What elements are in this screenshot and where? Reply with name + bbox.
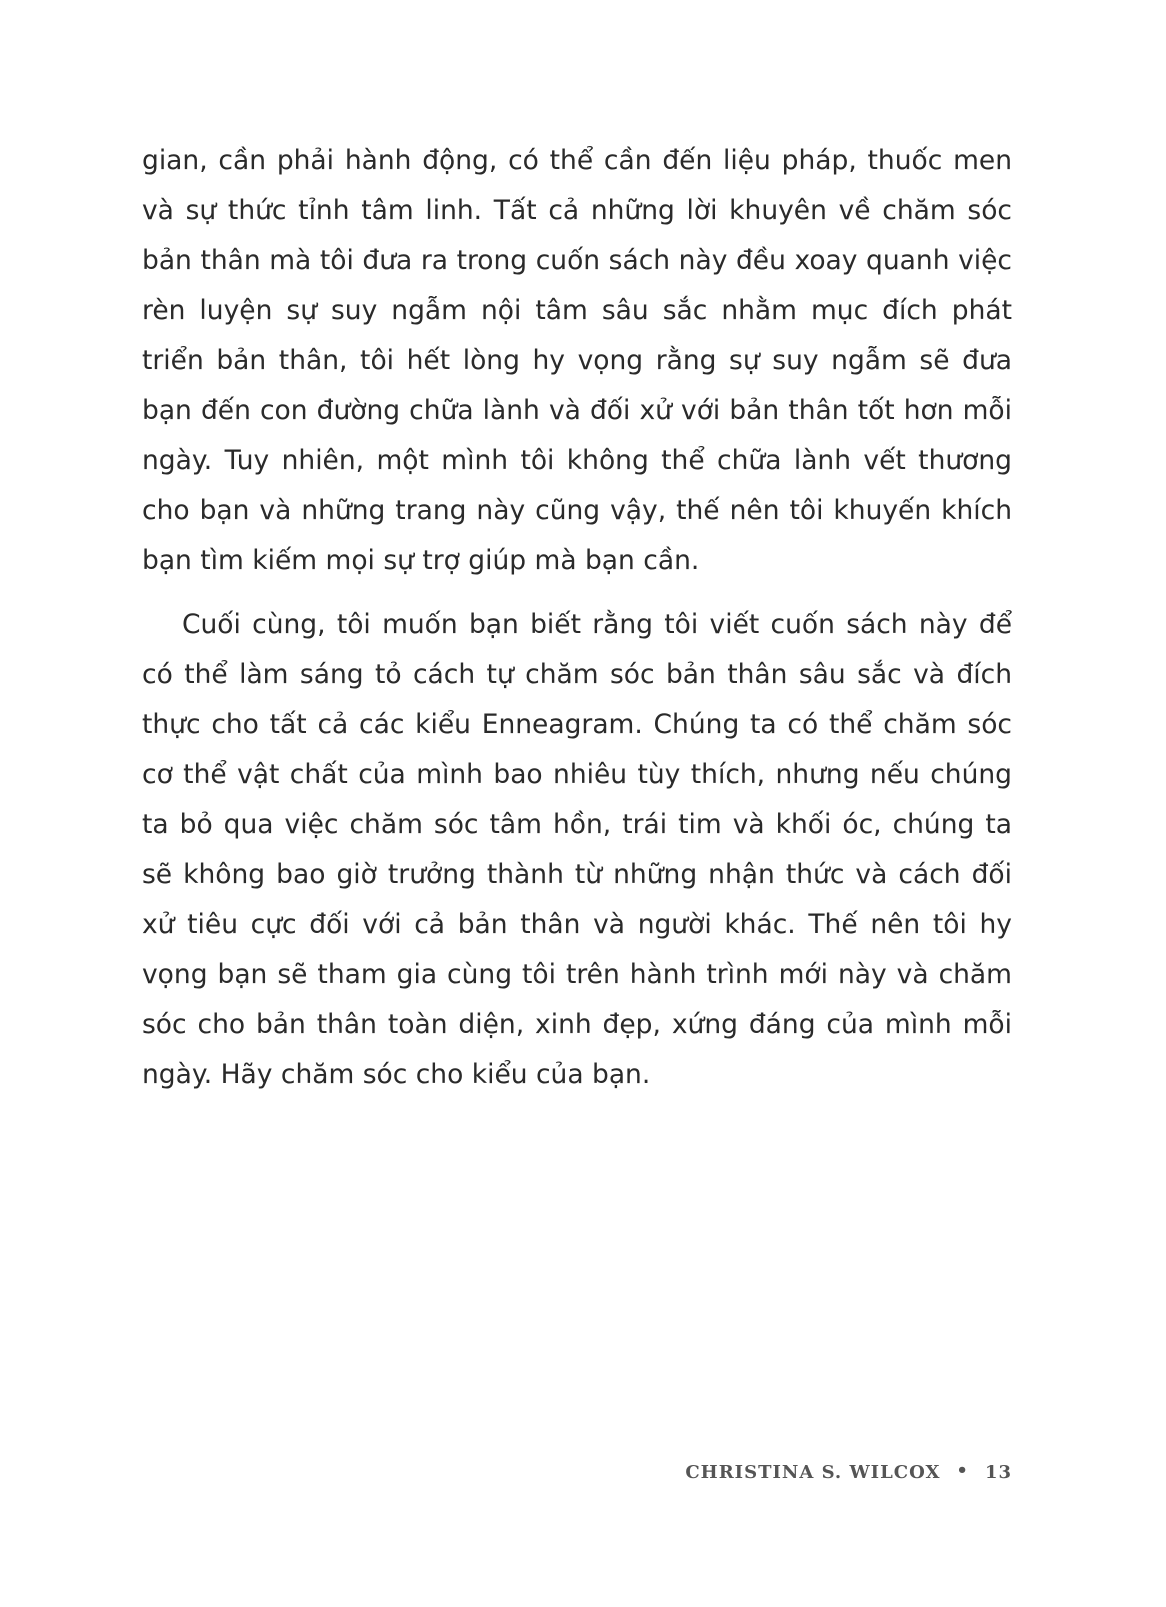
- page-number: 13: [984, 1462, 1012, 1483]
- paragraph-closing: Cuối cùng, tôi muốn bạn biết rằng tôi viết cuốn sách này để có thể làm sáng tỏ cách tự chăm sóc bản thân sâu sắc và đích thực cho tất cả các kiểu Enneagram. Chúng ta có thể chăm sóc cơ thể vật chất của mình bao nhiêu tùy thích, nhưng nếu chúng ta bỏ qua việc chăm sóc tâm hồn, trái tim và khối óc, chúng ta sẽ không bao giờ trưởng thành từ những nhận thức và cách đối xử tiêu cực đối với cả bản thân và người khác. Thế nên tôi hy vọng bạn sẽ tham gia cùng tôi trên hành trình mới này và chăm sóc cho bản thân toàn diện, xinh đẹp, xứng đáng của mình mỗi ngày. Hãy chăm sóc cho kiểu của bạn.: [142, 609, 1012, 1090]
- footer-author: CHRISTINA S. WILCOX: [685, 1462, 941, 1483]
- paragraph-continuation: gian, cần phải hành động, có thể cần đến liệu pháp, thuốc men và sự thức tỉnh tâm linh. Tất cả những lời khuyên về chăm sóc bản thân mà tôi đưa ra trong cuốn sách này đều xoay quanh việc rèn luyện sự suy ngẫm nội tâm sâu sắc nhằm mục đích phát triển bản thân, tôi hết lòng hy vọng rằng sự suy ngẫm sẽ đưa bạn đến con đường chữa lành và đối xử với bản thân tốt hơn mỗi ngày. Tuy nhiên, một mình tôi không thể chữa lành vết thương cho bạn và những trang này cũng vậy, thế nên tôi khuyến khích bạn tìm kiếm mọi sự trợ giúp mà bạn cần.: [142, 145, 1012, 576]
- page-footer: [685, 1462, 1012, 1483]
- body-text: [142, 136, 1012, 1114]
- footer-separator: •: [956, 1460, 969, 1481]
